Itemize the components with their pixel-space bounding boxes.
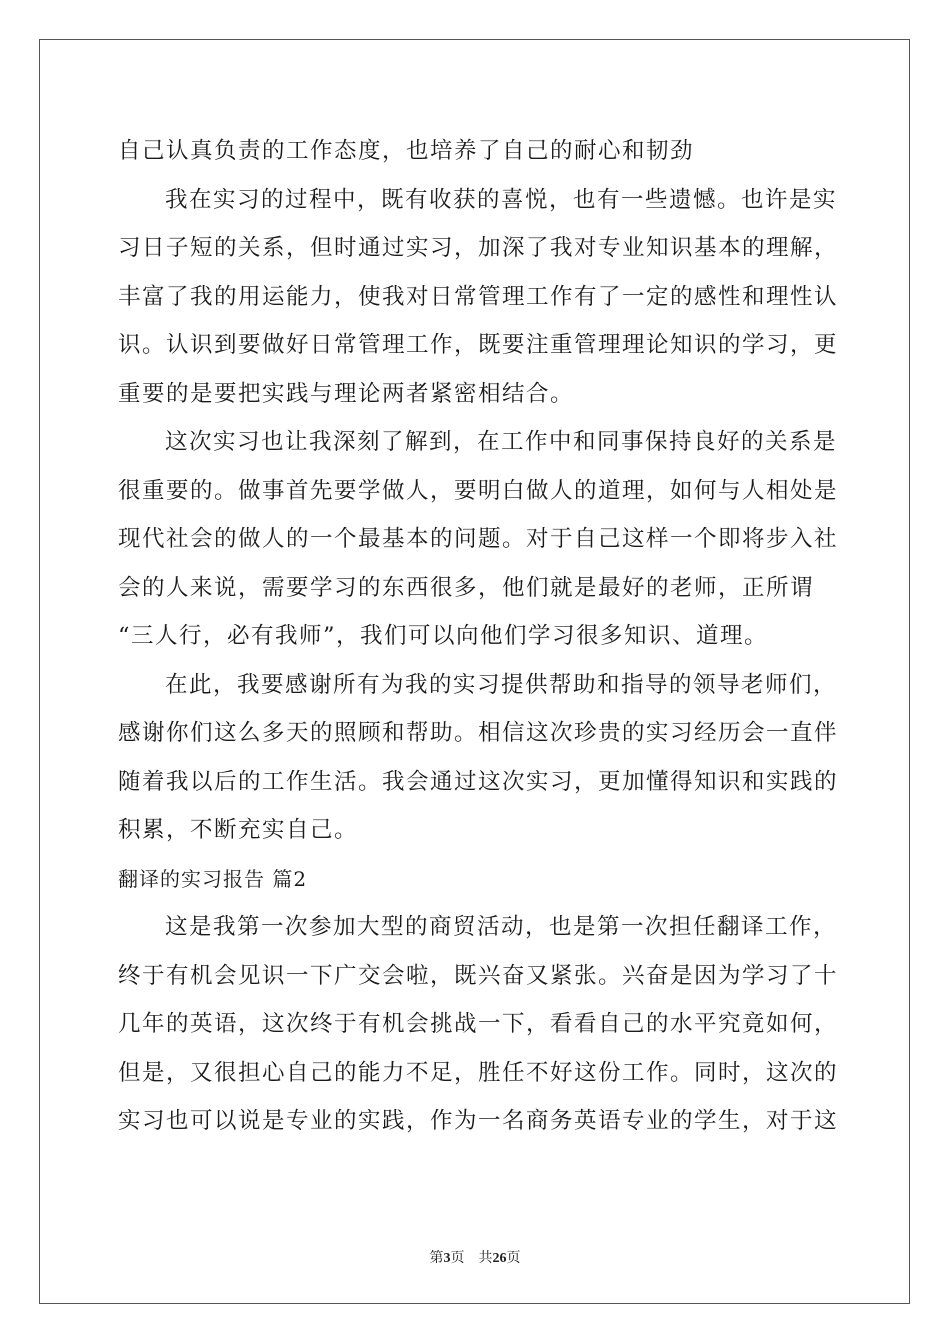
text-line: 实习也可以说是专业的实践，作为一名商务英语专业的学生，对于这 [118,1108,839,1134]
total-suffix: 页 [506,1251,521,1266]
text-line: 丰富了我的用运能力，使我对日常管理工作有了一定的感性和理性认 [118,283,839,310]
page-footer [0,1247,950,1267]
text-line: 自己认真负责的工作态度，也培养了自己的耐心和韧劲 [118,138,695,164]
text-line: 感谢你们这么多天的照顾和帮助。相信这次珍贵的实习经历会一直伴 [118,720,839,746]
text-line: 识。认识到要做好日常管理工作，既要注重管理理论知识的学习，更 [118,332,839,358]
page-prefix: 第 [429,1251,444,1266]
total-prefix: 共 [478,1251,493,1266]
paragraph-first-line: 在此，我要感谢所有为我的实习提供帮助和指导的领导老师们， [165,671,838,698]
text-line: 习日子短的关系，但时通过实习，加深了我对专业知识基本的理解， [118,235,839,261]
text-line: 随着我以后的工作生活。我会通过这次实习，更加懂得知识和实践的 [118,768,839,795]
text-line: 终于有机会见识一下广交会啦，既兴奋又紧张。兴奋是因为学习了十 [118,962,839,989]
section-heading: 翻译的实习报告 篇2 [118,866,308,891]
page-suffix: 页 [450,1251,465,1266]
text-line: “三人行，必有我师”，我们可以向他们学习很多知识、道理。 [118,623,769,649]
text-line: 重要的是要把实践与理论两者紧密相结合。 [118,380,575,407]
paragraph-first-line: 这次实习也让我深刻了解到，在工作中和同事保持良好的关系是 [165,429,838,455]
text-line: 几年的英语，这次终于有机会挑战一下，看看自己的水平究竟如何， [118,1011,839,1037]
text-line: 很重要的。做事首先要学做人，要明白做人的道理，如何与人相处是 [118,477,839,504]
paragraph-first-line: 我在实习的过程中，既有收获的喜悦，也有一些遗憾。也许是实 [165,186,838,213]
text-line: 但是，又很担心自己的能力不足，胜任不好这份工作。同时，这次的 [118,1059,839,1086]
text-line: 会的人来说，需要学习的东西很多，他们就是最好的老师，正所谓 [118,574,815,601]
text-line: 现代社会的做人的一个最基本的问题。对于自己这样一个即将步入社 [118,526,839,552]
page-number: 3 [443,1251,451,1266]
paragraph-first-line: 这是我第一次参加大型的商贸活动，也是第一次担任翻译工作， [165,914,838,940]
text-line: 积累，不断充实自己。 [118,817,359,843]
total-pages: 26 [492,1251,507,1266]
document-body [118,127,839,1146]
